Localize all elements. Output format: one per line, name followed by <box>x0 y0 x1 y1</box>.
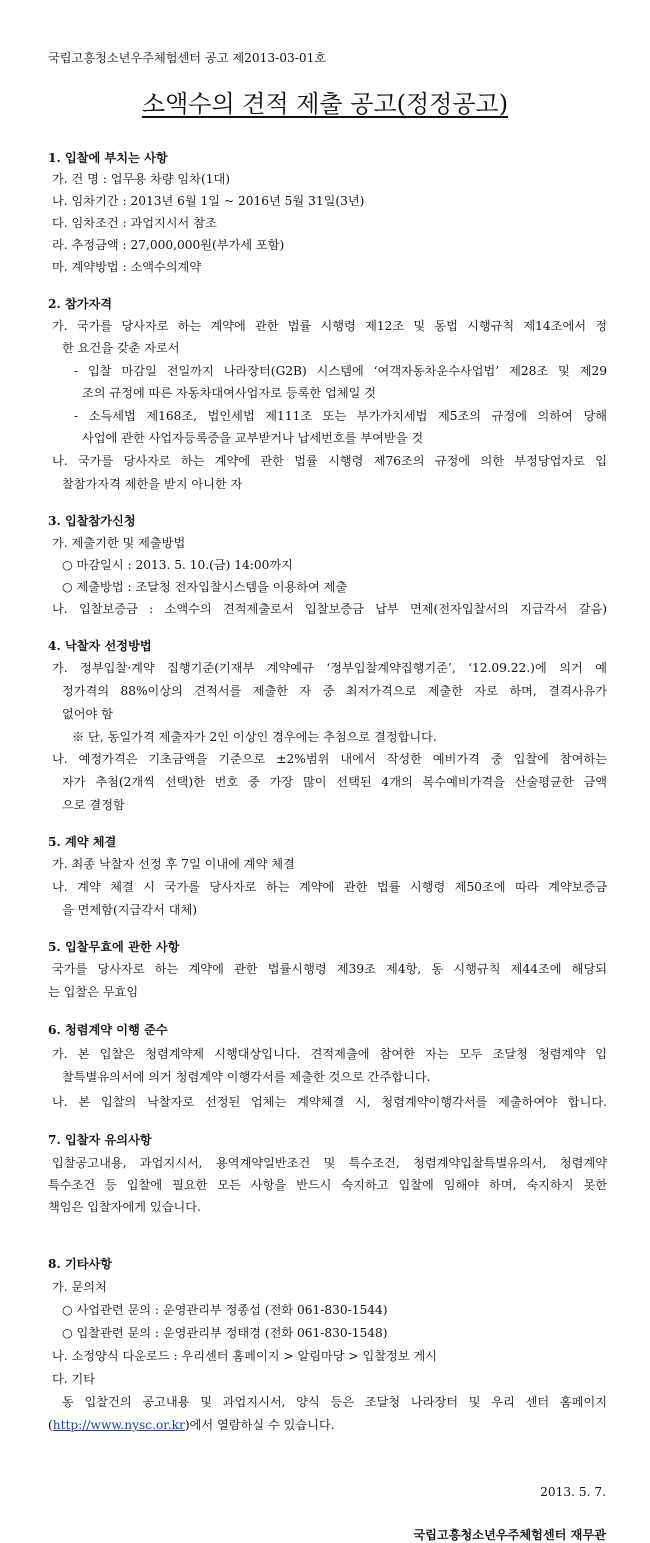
page-title: 소액수의 견적 제출 공고(정정공고) <box>141 90 509 118</box>
homepage-link[interactable]: http://www.nysc.or.kr <box>52 1418 185 1432</box>
s2-line: 사업에 관한 사업자등록증을 교부받거나 납세번호를 부여받을 것 <box>82 431 424 445</box>
s8-line: 책임은 입찰자에게 있습니다. <box>48 1200 201 1214</box>
s2-line: 가. 국가를 당사자로 하는 계약에 관한 법률 시행령 제12조 및 동법 시행규칙 제14조에서 정 <box>52 319 607 333</box>
notice-date: 2013. 5. 7. <box>540 1485 606 1499</box>
notice-number: 국립고흥청소년우주체험센터 공고 제2013-03-01호 <box>48 51 327 65</box>
s4-line: 가. 정부입찰·계약 집행기준(기재부 계약예규 ‘정부입찰계약집행기준’, ‘12.09.22.)에 의거 예 <box>52 661 607 675</box>
s9-contact: ○ 사업관련 문의 : 운영관리부 정종섭 (전화 061-830-1544) <box>62 1303 388 1317</box>
section-3-heading: 3. 입찰참가신청 <box>48 514 136 528</box>
s3-line: ○ 제출방법 : 조달청 전자입찰시스템을 이용하여 제출 <box>62 580 348 594</box>
s9-line: 다. 기타 <box>52 1372 96 1386</box>
s1-line: 마. 계약방법 : 소액수의계약 <box>52 260 202 274</box>
s9-line: 나. 소정양식 다운로드 : 우리센터 홈페이지 > 알림마당 > 입찰정보 게시 <box>52 1349 438 1363</box>
section-7-heading: 7. 입찰자 유의사항 <box>48 1133 152 1147</box>
s6-line: 국가를 당사자로 하는 계약에 관한 법률시행령 제39조 제4항, 동 시행규칙 제44조에 해당되 <box>52 962 607 976</box>
s7-line: 가. 본 입찰은 청렴계약제 시행대상입니다. 견적제출에 참여한 자는 모두 조달청 청렴계약 입 <box>52 1047 607 1061</box>
s9-link-line: (http://www.nysc.or.kr)에서 열람하실 수 있습니다. <box>48 1418 335 1432</box>
s3-line: 나. 입찰보증금 : 소액수의 견적제출로서 입찰보증금 납부 면제(전자입찰서의 지급각서 갈음) <box>52 602 607 616</box>
issuer-signature: 국립고흥청소년우주체험센터 재무관 <box>413 1528 606 1542</box>
s5-line: 을 면제함(지급각서 대체) <box>62 903 197 917</box>
s2-line: 조의 규정에 따른 자동차대여사업자로 등록한 업체일 것 <box>82 386 377 400</box>
s8-line: 특수조건 등 입찰에 필요한 모든 사항을 반드시 숙지하고 입찰에 임해야 하며, 숙지하지 못한 <box>48 1178 607 1192</box>
s3-line: ○ 마감일시 : 2013. 5. 10.(금) 14:00까지 <box>62 558 293 572</box>
section-2-heading: 2. 참가자격 <box>48 297 113 311</box>
s1-line: 가. 건 명 : 업무용 차량 임차(1대) <box>52 172 230 186</box>
s1-line: 나. 임차기간 : 2013년 6월 1일 ~ 2016년 5월 31일(3년) <box>52 194 365 208</box>
s1-line: 라. 추정금액 : 27,000,000원(부가세 포함) <box>52 238 285 252</box>
s5-line: 가. 최종 낙찰자 선정 후 7일 이내에 계약 체결 <box>52 857 295 871</box>
section-4-heading: 4. 낙찰자 선정방법 <box>48 639 152 653</box>
s2-line: - 소득세법 제168조, 법인세법 제111조 또는 부가가치세법 제5조의 규정에 의하여 당해 <box>74 409 607 423</box>
s9-line: 가. 문의처 <box>52 1280 107 1294</box>
section-6-heading: 6. 청렴계약 이행 준수 <box>48 1023 168 1037</box>
s4-line: 정가격의 88%이상의 견적서를 제출한 자 중 최저가격으로 제출한 자로 하며, 결격사유가 <box>62 684 607 698</box>
s4-note: ※ 단, 동일가격 제출자가 2인 이상인 경우에는 추첨으로 결정합니다. <box>72 730 437 744</box>
s2-line: 한 요건을 갖춘 자로서 <box>62 341 180 355</box>
s5-line: 나. 계약 체결 시 국가를 당사자로 하는 계약에 관한 법률 시행령 제50조에 따라 계약보증금 <box>52 880 607 894</box>
s1-line: 다. 임차조건 : 과업지시서 참조 <box>52 216 217 230</box>
s9-contact: ○ 입찰관련 문의 : 운영관리부 정태경 (전화 061-830-1548) <box>62 1326 388 1340</box>
s4-line: 자가 추첨(2개씩 선택)한 번호 중 가장 많이 선택된 4개의 복수예비가격을 산술평균한 금액 <box>62 775 607 789</box>
section-1-heading: 1. 입찰에 부치는 사항 <box>48 151 168 165</box>
s4-line: 으로 결정함 <box>62 798 125 812</box>
s2-line: 나. 국가를 당사자로 하는 계약에 관한 법률 시행령 제76조의 규정에 의한 부정당업자로 입 <box>52 454 607 468</box>
section-invalid-heading: 5. 입찰무효에 관한 사항 <box>48 940 180 954</box>
s3-line: 가. 제출기한 및 제출방법 <box>52 536 186 550</box>
s7-line: 찰특별유의서에 의거 청렴계약 이행각서를 제출한 것으로 간주합니다. <box>62 1070 431 1084</box>
s6-line: 는 입찰은 무효임 <box>48 985 139 999</box>
s4-line: 없어야 함 <box>62 707 113 721</box>
s2-line: 찰참가자격 제한을 받지 아니한 자 <box>62 477 243 491</box>
s9-line: 동 입찰건의 공고내용 및 과업지시서, 양식 등은 조달청 나라장터 및 우리 센터 홈페이지 <box>62 1395 607 1409</box>
s2-line: - 입찰 마감일 전일까지 나라장터(G2B) 시스템에 ‘여객자동차운수사업법’ 제28조 및 제29 <box>74 364 607 378</box>
s7-line: 나. 본 입찰의 낙찰자로 선정된 업체는 계약체결 시, 청렴계약이행각서를 제출하여야 합니다. <box>52 1095 607 1109</box>
s4-line: 나. 예정가격은 기초금액을 기준으로 ±2%범위 내에서 작성한 예비가격 중 입찰에 참여하는 <box>52 752 607 766</box>
s8-line: 입찰공고내용, 과업지시서, 용역계약일반조건 및 특수조건, 청렴계약입찰특별유의서, 청렴계약 <box>52 1156 607 1170</box>
section-5-heading: 5. 계약 체결 <box>48 835 117 849</box>
section-8-heading: 8. 기타사항 <box>48 1257 113 1271</box>
